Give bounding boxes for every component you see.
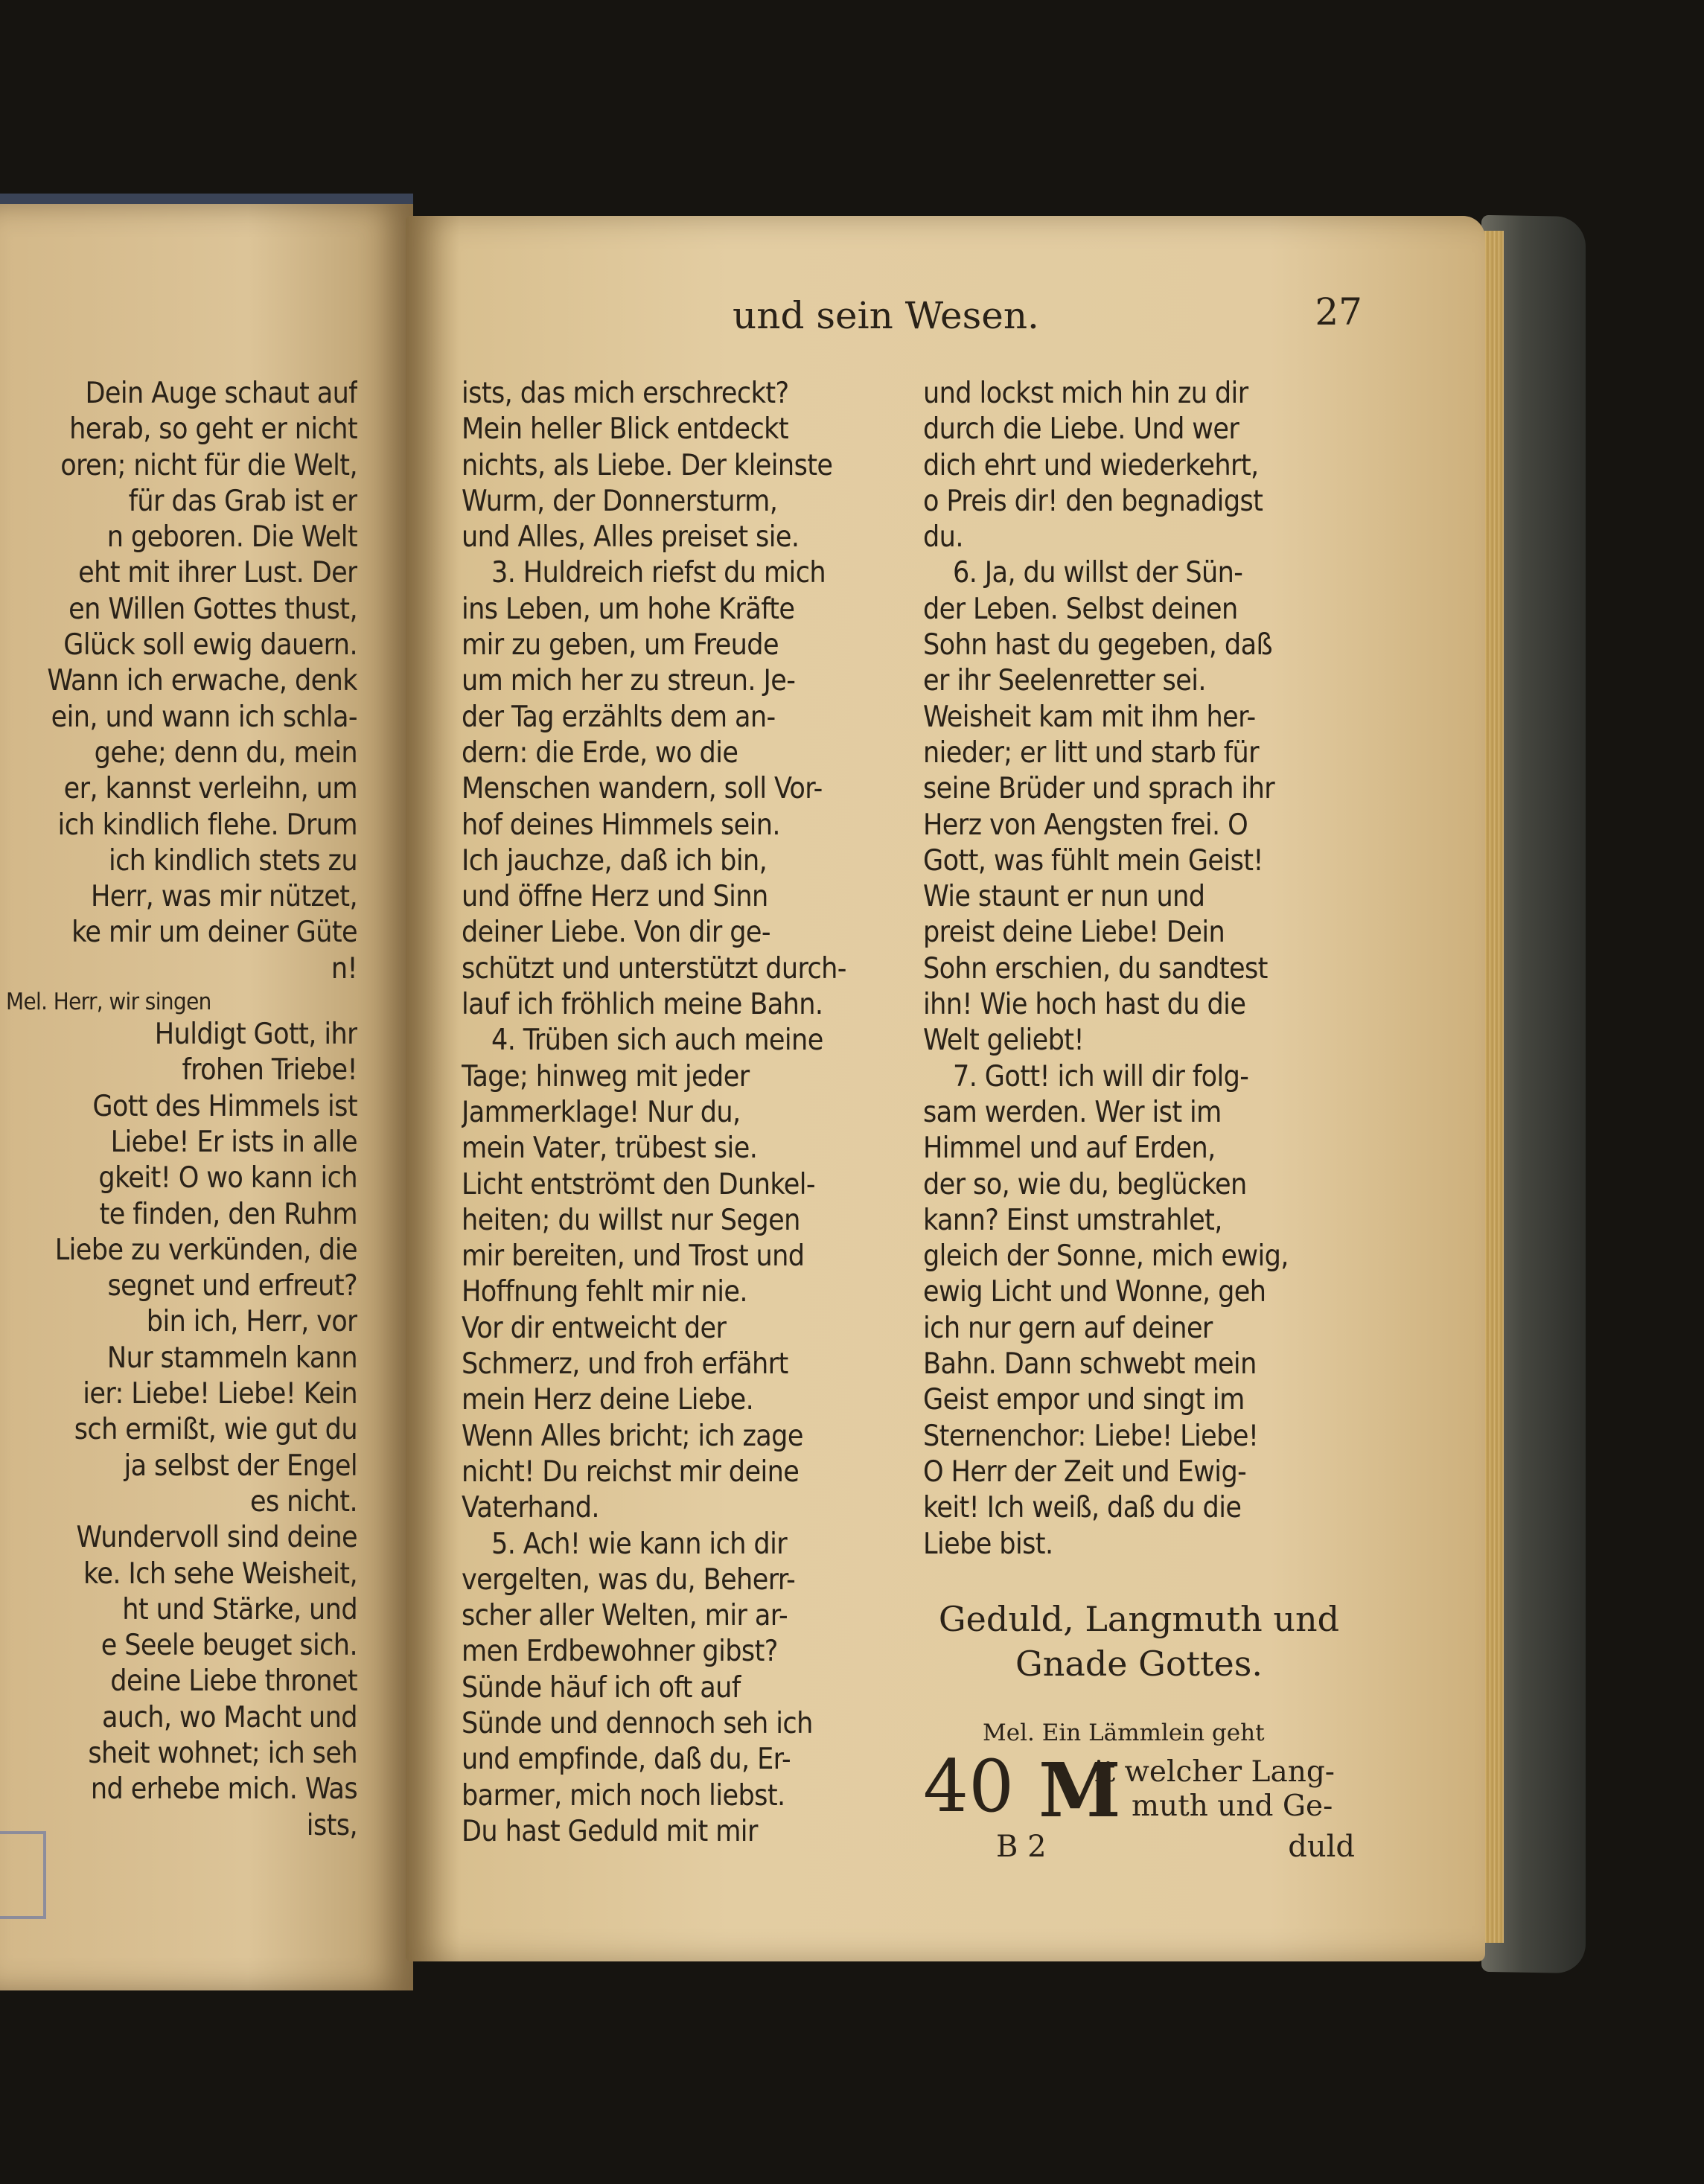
text-line: Sünde häuf ich oft auf xyxy=(462,1670,741,1705)
text-line: 6. Ja, du willst der Sün- xyxy=(953,556,1243,590)
text-line: der Leben. Selbst deinen xyxy=(923,592,1238,626)
text-line: und öffne Herz und Sinn xyxy=(462,880,768,914)
text-line: gkeit! O wo kann ich xyxy=(98,1161,357,1195)
melody-line: Mel. Herr, wir singen xyxy=(6,989,211,1016)
text-line: Mein heller Blick entdeckt xyxy=(462,412,789,447)
text-line: hof deines Himmels sein. xyxy=(462,808,780,842)
text-line: Ich jauchze, daß ich bin, xyxy=(462,843,768,878)
text-line: der Tag erzählts dem an- xyxy=(462,700,776,734)
text-line: Geist empor und singt im xyxy=(923,1383,1245,1417)
text-line: Schmerz, und froh erfährt xyxy=(462,1347,788,1382)
text-line: gleich der Sonne, mich ewig, xyxy=(923,1239,1289,1274)
text-line: Wundervoll sind deine xyxy=(76,1521,357,1555)
text-line: ihn! Wie hoch hast du die xyxy=(923,988,1246,1022)
text-line: mir zu geben, um Freude xyxy=(462,628,779,662)
text-line: nd erhebe mich. Was xyxy=(90,1772,357,1807)
text-line: Glück soll ewig dauern. xyxy=(63,628,357,662)
text-line: und empfinde, daß du, Er- xyxy=(462,1743,791,1777)
melody-line: Mel. Ein Lämmlein geht xyxy=(983,1720,1265,1746)
text-line: Sünde und dennoch seh ich xyxy=(462,1706,813,1740)
text-line: te finden, den Ruhm xyxy=(99,1197,357,1231)
text-line: Sternenchor: Liebe! Liebe! xyxy=(923,1419,1259,1453)
text-line: Licht entströmt den Dunkel- xyxy=(462,1167,815,1201)
text-line: gehe; denn du, mein xyxy=(94,735,357,770)
text-line: sheit wohnet; ich seh xyxy=(88,1736,357,1770)
text-line: muth und Ge- xyxy=(1132,1789,1333,1823)
drop-cap: M xyxy=(1038,1746,1121,1834)
text-line: preist deine Liebe! Dein xyxy=(923,916,1225,950)
text-line: 3. Huldreich riefst du mich xyxy=(491,556,826,590)
text-line: 7. Gott! ich will dir folg- xyxy=(953,1059,1249,1093)
text-line: ke mir um deiner Güte xyxy=(71,916,357,950)
text-line: Du hast Geduld mit mir xyxy=(462,1814,758,1848)
middle-column xyxy=(462,376,893,1850)
text-line: um mich her zu streun. Je- xyxy=(462,664,796,698)
text-line: scher aller Welten, mir ar- xyxy=(462,1599,788,1633)
text-line: Gott, was fühlt mein Geist! xyxy=(923,843,1263,878)
text-line: it welcher Lang- xyxy=(1094,1755,1335,1789)
text-line: du. xyxy=(923,520,963,555)
text-line: er ihr Seelenretter sei. xyxy=(923,664,1206,698)
text-line: Gott des Himmels ist xyxy=(92,1089,357,1123)
hymn-number: 40 xyxy=(923,1745,1015,1828)
right-column xyxy=(923,376,1355,1562)
text-line: Menschen wandern, soll Vor- xyxy=(462,772,823,806)
text-line: auch, wo Macht und xyxy=(101,1700,357,1734)
text-line: mir bereiten, und Trost und xyxy=(462,1239,805,1274)
text-line: Nur stammeln kann xyxy=(106,1341,357,1375)
text-line: 4. Trüben sich auch meine xyxy=(491,1024,823,1058)
text-line: deine Liebe thronet xyxy=(110,1664,357,1699)
text-line: eht mit ihrer Lust. Der xyxy=(78,556,357,590)
text-line: Vaterhand. xyxy=(462,1491,599,1525)
text-line: e Seele beuget sich. xyxy=(100,1629,357,1663)
text-line: nieder; er litt und starb für xyxy=(923,735,1260,770)
text-line: ht und Stärke, und xyxy=(122,1592,357,1626)
text-line: Huldigt Gott, ihr xyxy=(154,1018,357,1052)
text-line: dich ehrt und wiederkehrt, xyxy=(923,448,1259,482)
page-number: 27 xyxy=(1315,290,1362,333)
text-line: ewig Licht und Wonne, geh xyxy=(923,1275,1266,1309)
text-line: Wie staunt er nun und xyxy=(923,880,1205,914)
catchword: duld xyxy=(1288,1830,1355,1864)
text-line: bin ich, Herr, vor xyxy=(146,1305,357,1339)
text-line: ier: Liebe! Liebe! Kein xyxy=(83,1377,357,1411)
text-line: barmer, mich noch liebst. xyxy=(462,1778,785,1813)
text-line: keit! Ich weiß, daß du die xyxy=(923,1491,1242,1525)
text-line: ich kindlich stets zu xyxy=(108,843,357,878)
text-line: Herz von Aengsten frei. O xyxy=(923,808,1248,842)
text-line: Liebe! Er ists in alle xyxy=(110,1125,357,1159)
text-line: ja selbst der Engel xyxy=(124,1449,357,1483)
text-line: 5. Ach! wie kann ich dir xyxy=(491,1527,788,1561)
section-title-line: Gnade Gottes. xyxy=(1015,1644,1263,1684)
text-line: nichts, als Liebe. Der kleinste xyxy=(462,448,833,482)
text-line: sam werden. Wer ist im xyxy=(923,1095,1222,1129)
text-line: dern: die Erde, wo die xyxy=(462,735,738,770)
text-line: Liebe bist. xyxy=(923,1527,1053,1561)
text-line: Herr, was mir nützet, xyxy=(90,880,357,914)
text-line: heiten; du willst nur Segen xyxy=(462,1203,800,1237)
text-line: sch ermißt, wie gut du xyxy=(74,1413,357,1447)
text-line: und Alles, Alles preiset sie. xyxy=(462,520,800,555)
text-line: Sohn hast du gegeben, daß xyxy=(923,628,1272,662)
left-column xyxy=(0,376,357,1844)
text-line: ists, xyxy=(306,1808,357,1842)
text-line: mein Vater, trübest sie. xyxy=(462,1131,758,1166)
text-line: Bahn. Dann schwebt mein xyxy=(923,1347,1257,1382)
text-line: ke. Ich sehe Weisheit, xyxy=(83,1556,357,1591)
text-line: Hoffnung fehlt mir nie. xyxy=(462,1275,747,1309)
text-line: und lockst mich hin zu dir xyxy=(923,377,1248,410)
text-line: Liebe zu verkünden, die xyxy=(54,1233,357,1267)
text-line: lauf ich fröhlich meine Bahn. xyxy=(462,988,823,1022)
text-line: Weisheit kam mit ihm her- xyxy=(923,700,1256,734)
text-line: ins Leben, um hohe Kräfte xyxy=(462,592,795,626)
text-line: kann? Einst umstrahlet, xyxy=(923,1203,1222,1237)
text-line: n! xyxy=(331,951,357,986)
text-line: Wurm, der Donnersturm, xyxy=(462,484,778,518)
text-line: mein Herz deine Liebe. xyxy=(462,1383,754,1417)
text-line: O Herr der Zeit und Ewig- xyxy=(923,1455,1247,1489)
section-title xyxy=(923,1597,1355,1686)
text-line: Tage; hinweg mit jeder xyxy=(462,1059,750,1093)
text-line: Wann ich erwache, denk xyxy=(47,664,357,698)
hymn-opening xyxy=(1094,1755,1335,1824)
text-line: n geboren. Die Welt xyxy=(106,520,357,555)
text-line: Sohn erschien, du sandtest xyxy=(923,951,1268,986)
text-line: segnet und erfreut? xyxy=(107,1269,357,1303)
text-line: Dein Auge schaut auf xyxy=(85,377,357,410)
text-line: ich nur gern auf deiner xyxy=(923,1311,1213,1345)
text-line: ists, das mich erschreckt? xyxy=(462,377,789,410)
library-stamp xyxy=(0,1831,46,1919)
text-line: ein, und wann ich schla- xyxy=(51,700,357,734)
text-line: seine Brüder und sprach ihr xyxy=(923,772,1275,806)
text-line: herab, so geht er nicht xyxy=(69,412,357,447)
text-line: nicht! Du reichst mir deine xyxy=(462,1455,800,1489)
text-line: oren; nicht für die Welt, xyxy=(60,448,357,482)
signature-mark: B 2 xyxy=(996,1830,1047,1864)
text-line: ich kindlich flehe. Drum xyxy=(57,808,357,842)
text-line: Wenn Alles bricht; ich zage xyxy=(462,1419,803,1453)
text-line: Welt geliebt! xyxy=(923,1024,1084,1058)
text-line: Jammerklage! Nur du, xyxy=(462,1095,741,1129)
text-line: o Preis dir! den begnadigst xyxy=(923,484,1263,518)
text-line: für das Grab ist er xyxy=(128,484,357,518)
text-line: Vor dir entweicht der xyxy=(462,1311,727,1345)
text-line: frohen Triebe! xyxy=(182,1053,357,1088)
text-line: vergelten, was du, Beherr- xyxy=(462,1562,796,1597)
text-line: en Willen Gottes thust, xyxy=(68,592,357,626)
text-line: men Erdbewohner gibst? xyxy=(462,1635,778,1669)
text-line: es nicht. xyxy=(249,1484,357,1519)
text-line: der so, wie du, beglücken xyxy=(923,1167,1247,1201)
text-line: er, kannst verleihn, um xyxy=(63,772,357,806)
section-title-line: Geduld, Langmuth und xyxy=(938,1599,1340,1639)
text-line: Himmel und auf Erden, xyxy=(923,1131,1216,1166)
text-line: schützt und unterstützt durch- xyxy=(462,951,846,986)
text-line: durch die Liebe. Und wer xyxy=(923,412,1239,447)
text-line: deiner Liebe. Von dir ge- xyxy=(462,916,770,950)
running-header: und sein Wesen. xyxy=(733,294,1039,337)
